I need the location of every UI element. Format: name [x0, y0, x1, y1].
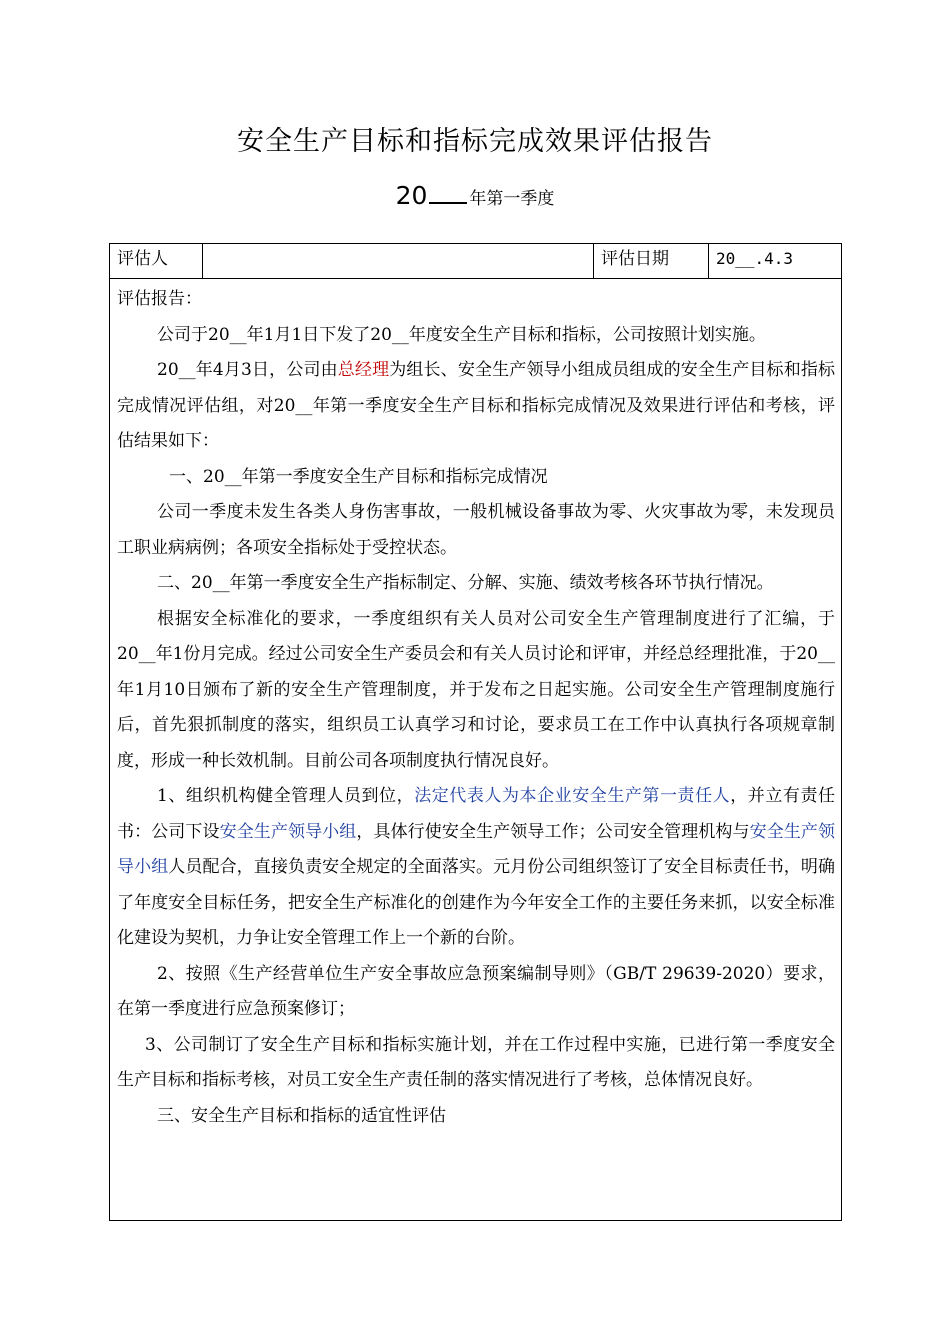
paragraph-4: 根据安全标准化的要求，一季度组织有关人员对公司安全生产管理制度进行了汇编，于20__年1份月完成。经过公司安全生产委员会和有关人员讨论和评审，并经总经理批准，于20__年1月10日颁布了新的安全生产管理制度，并于发布之日起实施。公司安全生产管理制度施行后，首先狠抓制度的落实，组织员工认真学习和讨论，要求员工在工作中认真执行各项规章制度，形成一种长效机制。目前公司各项制度执行情况良好。	[117, 608, 835, 771]
paragraph-5-c: ，并立有责任书：公司下设	[117, 786, 836, 842]
paragraph-1: 公司于20__年1月1日下发了20__年度安全生产目标和指标，公司按照计划实施。	[157, 324, 766, 345]
paragraph-5-b: 法定代表人为本企业安全生产第一责任人	[414, 786, 731, 806]
report-label: 评估报告：	[117, 289, 202, 309]
section-heading-2: 二、20__年第一季度安全生产指标制定、分解、实施、绩效考核各环节执行情况。	[157, 573, 774, 593]
report-content	[117, 282, 835, 1134]
subtitle-year-blank	[429, 182, 467, 204]
date-label: 评估日期	[594, 244, 709, 278]
subtitle-year-prefix: 20	[395, 181, 428, 210]
date-value: 20__.4.3	[716, 249, 794, 268]
paragraph-2	[117, 353, 835, 460]
section-heading-1: 一、20__年第一季度安全生产目标和指标完成情况	[169, 466, 548, 487]
paragraph-2-after: 为组长、安全生产领导小组成员组成的安全生产目标和指标完成情况评估组，对20__年第一季度安全生产目标和指标完成情况及效果进行评估和考核，评估结果如下：	[117, 360, 836, 451]
paragraph-2-highlight: 总经理	[337, 360, 390, 380]
paragraph-5-g: 人员配合，直接负责安全规定的全面落实。元月份公司组织签订了安全目标责任书，明确了年度安全目标任务，把安全生产标准化的创建作为今年安全工作的主要任务来抓，以安全标准化建设为契机，力争让安全管理工作上一个新的台阶。	[117, 857, 836, 948]
paragraph-6: 2、按照《生产经营单位生产安全事故应急预案编制导则》（GB/T 29639-2020）要求，在第一季度进行应急预案修订；	[117, 963, 835, 1019]
paragraph-7: 3、公司制订了安全生产目标和指标实施计划，并在工作过程中实施，已进行第一季度安全生产目标和指标考核，对员工安全生产责任制的落实情况进行了考核，总体情况良好。	[117, 1034, 835, 1090]
page-title: 安全生产目标和指标完成效果评估报告	[237, 126, 713, 157]
paragraph-5-a: 1、组织机构健全管理人员到位，	[157, 786, 415, 806]
paragraph-3: 公司一季度未发生各类人身伤害事故，一般机械设备事故为零、火灾事故为零，未发现员工职业病病例；各项安全指标处于受控状态。	[117, 502, 835, 558]
paragraph-5-d: 安全生产领导小组	[219, 821, 357, 842]
paragraph-5-f: 安全生产领导小组	[117, 821, 836, 877]
paragraph-5	[117, 779, 835, 957]
assessor-label: 评估人	[110, 244, 203, 278]
assessor-value	[203, 244, 594, 278]
subtitle-period: 年第一季度	[469, 189, 555, 209]
paragraph-5-e: ，具体行使安全生产领导工作；公司安全管理机构与	[356, 821, 750, 842]
page-subtitle	[0, 176, 950, 219]
section-heading-3: 三、安全生产目标和指标的适宜性评估	[157, 1105, 446, 1126]
paragraph-2-before: 20__年4月3日，公司由	[157, 360, 338, 380]
header-table	[109, 243, 842, 279]
